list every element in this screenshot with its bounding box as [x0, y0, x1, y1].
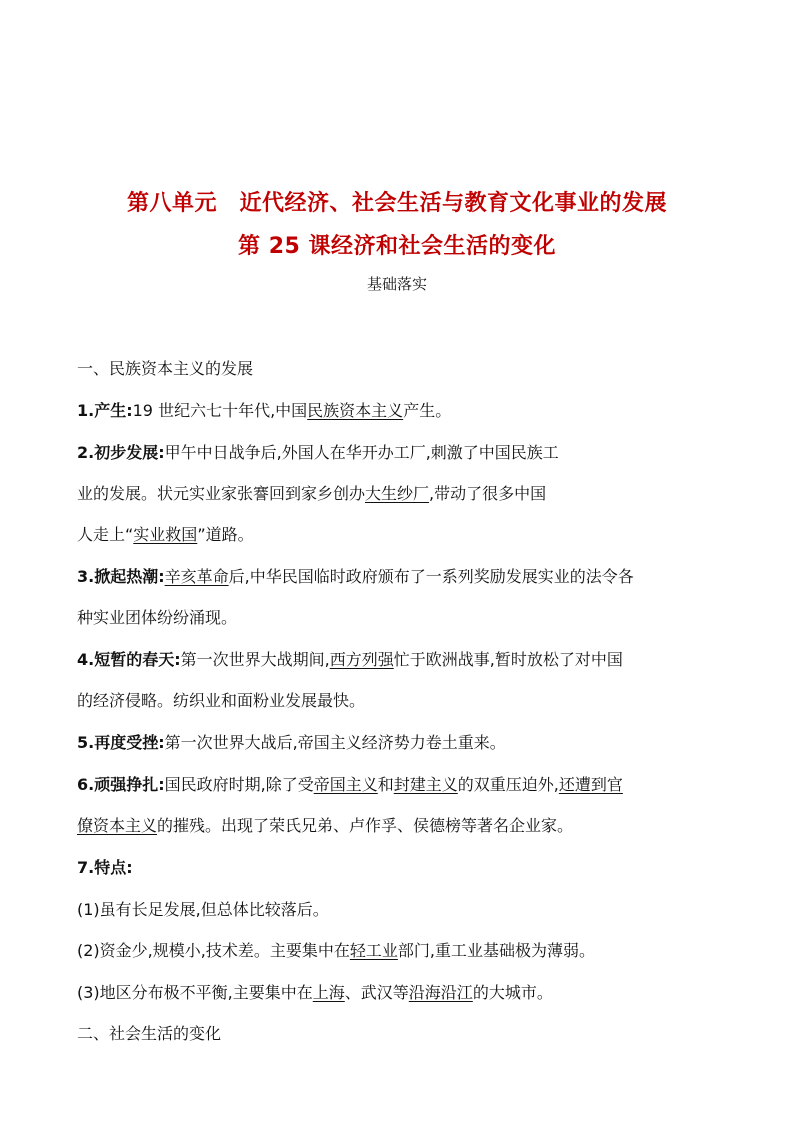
- key-term: 民族资本主义: [307, 401, 404, 420]
- item-5: [77, 732, 506, 754]
- item-7-point-2: [77, 940, 595, 962]
- text: 人走上“: [77, 525, 134, 544]
- item-label: 3.掀起热潮:: [77, 567, 165, 586]
- item-label: 1.产生:: [77, 401, 133, 420]
- text: 产生。: [403, 401, 452, 420]
- text: (3)地区分布极不平衡,主要集中在: [77, 983, 313, 1002]
- item-7-heading: [77, 857, 133, 879]
- text: 第一次世界大战后,帝国主义经济势力卷土重来。: [164, 733, 506, 752]
- item-2-line-1: [77, 442, 559, 464]
- key-term: 封建主义: [393, 775, 458, 794]
- key-term: 上海: [312, 983, 345, 1002]
- text: 和: [377, 775, 394, 794]
- text: 忙于欧洲战事,暂时放松了对中国: [393, 650, 623, 669]
- lesson-title: 第 25 课经济和社会生活的变化: [238, 234, 556, 259]
- item-7-point-1: (1)虽有长足发展,但总体比较落后。: [77, 900, 329, 919]
- key-term: 沿海沿江: [408, 983, 473, 1002]
- item-6-line-1: [77, 774, 623, 796]
- unit-title: 第八单元 近代经济、社会生活与教育文化事业的发展: [126, 191, 667, 216]
- key-term: 还遭到官: [558, 775, 623, 794]
- text: ”道路。: [197, 525, 254, 544]
- item-7-point-3: [77, 982, 553, 1004]
- item-label: 7.特点:: [77, 858, 133, 877]
- section-heading-2: 二、社会生活的变化: [77, 1024, 222, 1043]
- key-term: 西方列强: [329, 650, 394, 669]
- item-4-line-2: 的经济侵略。纺织业和面粉业发展最快。: [77, 691, 366, 710]
- key-term: 大生纱厂: [365, 484, 430, 503]
- item-3-line-1: [77, 566, 634, 588]
- text: 业的发展。状元实业家张謇回到家乡创办: [77, 484, 366, 503]
- text: 、武汉等: [344, 983, 409, 1002]
- section-heading-1: 一、民族资本主义的发展: [77, 359, 254, 378]
- text: ,带动了很多中国: [429, 484, 547, 503]
- subtitle: 基础落实: [366, 275, 427, 293]
- text: 部门,重工业基础极为薄弱。: [397, 941, 595, 960]
- item-1: [77, 400, 451, 422]
- text: (2)资金少,规模小,技术差。主要集中在: [77, 941, 350, 960]
- text: 的摧残。出现了荣氏兄弟、卢作孚、侯德榜等著名企业家。: [157, 816, 574, 835]
- text: 的双重压迫外,: [457, 775, 559, 794]
- item-3-line-2: 种实业团体纷纷涌现。: [77, 608, 238, 627]
- text: 后,中华民国临时政府颁布了一系列奖励发展实业的法令各: [228, 567, 634, 586]
- key-term: 轻工业: [349, 941, 398, 960]
- key-term: 帝国主义: [313, 775, 378, 794]
- key-term: 实业救国: [133, 525, 198, 544]
- key-term: 辛亥革命: [164, 567, 229, 586]
- item-6-line-2: [77, 815, 573, 837]
- item-4-line-1: [77, 649, 623, 671]
- item-label: 4.短暂的春天:: [77, 650, 181, 669]
- item-label: 6.顽强挣扎:: [77, 775, 165, 794]
- text: 第一次世界大战期间,: [180, 650, 330, 669]
- text: 甲午中日战争后,外国人在华开办工厂,刺激了中国民族工: [164, 443, 559, 462]
- item-label: 5.再度受挫:: [77, 733, 165, 752]
- item-2-line-3: [77, 524, 254, 546]
- item-label: 2.初步发展:: [77, 443, 165, 462]
- item-2-line-2: [77, 483, 546, 505]
- text: 19 世纪六七十年代,中国: [132, 401, 308, 420]
- text: 国民政府时期,除了受: [164, 775, 314, 794]
- key-term: 僚资本主义: [77, 816, 158, 835]
- text: 的大城市。: [472, 983, 553, 1002]
